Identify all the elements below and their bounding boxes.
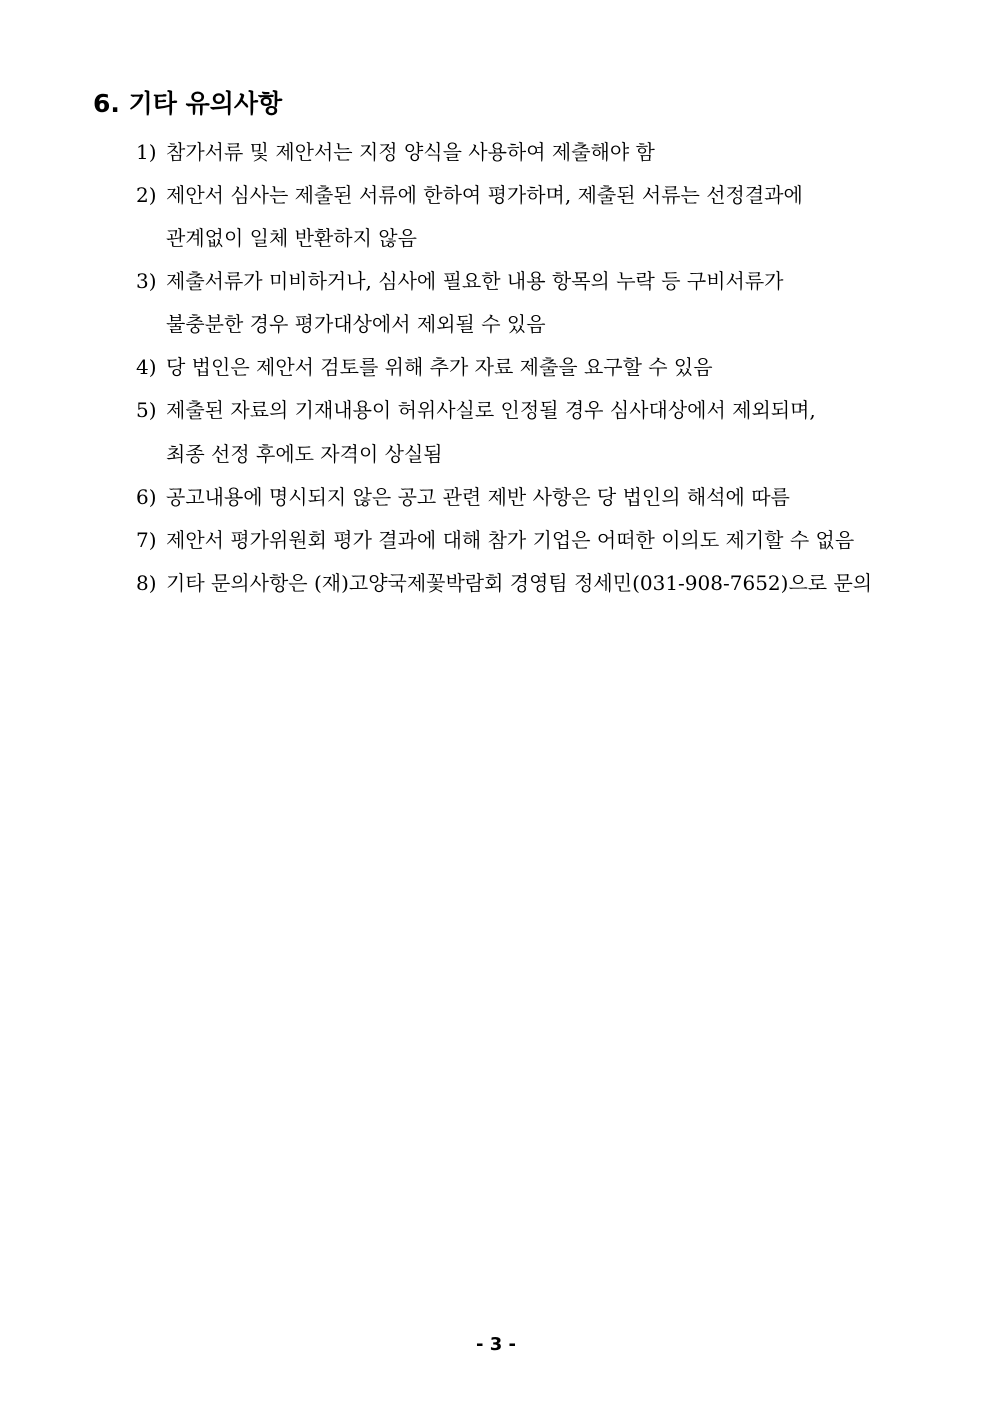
list-item-number: 1)	[136, 140, 157, 164]
list-item-number: 7)	[136, 528, 157, 552]
list-item-text: 당 법인은 제안서 검토를 위해 추가 자료 제출을 요구할 수 있음	[166, 355, 713, 379]
list-item-line	[136, 482, 790, 512]
list-item-number: 5)	[136, 398, 157, 422]
list-item-number: 2)	[136, 183, 157, 207]
list-item-line	[136, 137, 655, 167]
list-item-text: 기타 문의사항은 (재)고양국제꽃박람회 경영팀 정세민(031-908-7652)으로 문의	[166, 571, 873, 595]
list-item-line	[136, 525, 854, 555]
list-item-line	[136, 568, 872, 598]
list-item-text: 관계없이 일체 반환하지 않음	[166, 226, 417, 250]
list-item-line	[136, 352, 713, 382]
list-item-text: 제출서류가 미비하거나, 심사에 필요한 내용 항목의 누락 등 구비서류가	[166, 269, 784, 293]
list-item-line	[136, 180, 803, 210]
list-item-number: 3)	[136, 269, 157, 293]
list-item-continuation	[166, 439, 443, 469]
list-item-text: 제안서 평가위원회 평가 결과에 대해 참가 기업은 어떠한 이의도 제기할 수 없음	[166, 528, 855, 552]
list-item-text: 불충분한 경우 평가대상에서 제외될 수 있음	[166, 312, 546, 336]
list-item-number: 4)	[136, 355, 157, 379]
list-item-continuation	[166, 309, 546, 339]
list-item-number: 8)	[136, 571, 157, 595]
section-heading: 6. 기타 유의사항	[93, 89, 283, 118]
list-item-continuation	[166, 223, 417, 253]
list-item-text: 최종 선정 후에도 자격이 상실됨	[166, 442, 443, 466]
page-number: - 3 -	[476, 1334, 516, 1355]
list-item-text: 공고내용에 명시되지 않은 공고 관련 제반 사항은 당 법인의 해석에 따름	[166, 485, 790, 509]
list-item-line	[136, 395, 816, 425]
list-item-text: 참가서류 및 제안서는 지정 양식을 사용하여 제출해야 함	[166, 140, 655, 164]
list-item-text: 제안서 심사는 제출된 서류에 한하여 평가하며, 제출된 서류는 선정결과에	[166, 183, 803, 207]
list-item-line	[136, 266, 784, 296]
list-item-text: 제출된 자료의 기재내용이 허위사실로 인정될 경우 심사대상에서 제외되며,	[166, 398, 816, 422]
list-item-number: 6)	[136, 485, 157, 509]
